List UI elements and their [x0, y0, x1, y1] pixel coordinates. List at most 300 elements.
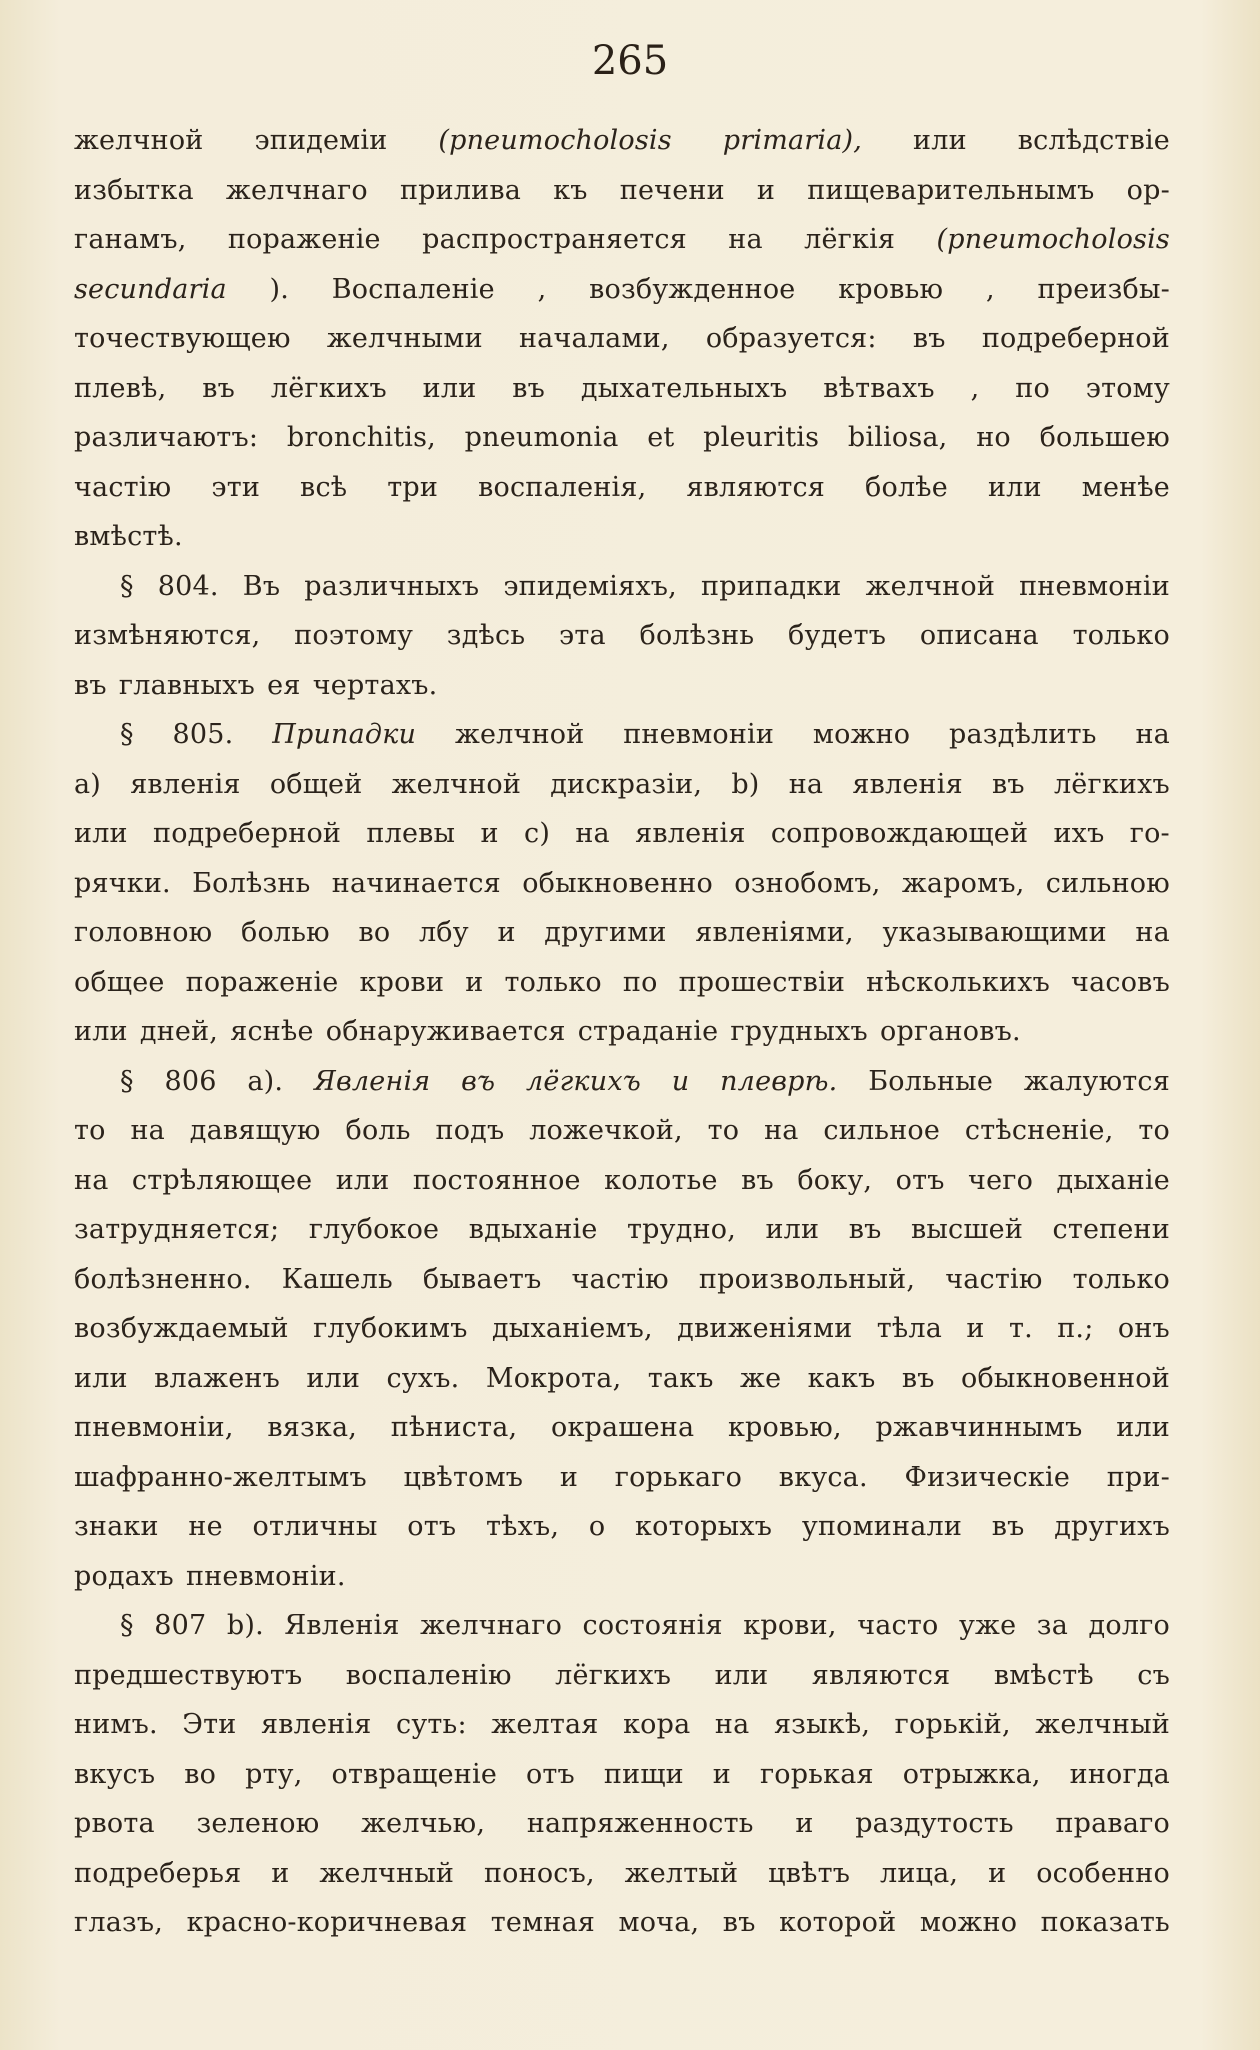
word: го- [1129, 818, 1170, 849]
word: здѣсь [446, 620, 526, 651]
word: прилива [399, 174, 522, 206]
word: болѣе [865, 471, 948, 503]
word: печени [619, 174, 725, 206]
word: и [559, 1461, 579, 1493]
word: ихъ [1053, 818, 1105, 849]
word: отъ [525, 1758, 575, 1790]
word: окрашена [550, 1412, 695, 1443]
word: рвота [74, 1808, 155, 1839]
word: ознобомъ, [734, 867, 881, 899]
word: во [358, 917, 391, 948]
text-line [74, 1403, 1170, 1453]
word: часовъ [1071, 966, 1170, 998]
word: ). [269, 273, 290, 305]
word: въ [848, 1214, 882, 1245]
word: подреберной [981, 323, 1170, 354]
text-line [74, 1453, 1170, 1503]
word: вкусъ [74, 1758, 156, 1790]
word: въ [74, 669, 107, 701]
word: на [764, 1115, 799, 1146]
word: т. [1008, 1313, 1033, 1344]
word: явленія [130, 768, 241, 800]
text-line [74, 166, 1170, 216]
word: кровью, [727, 1412, 842, 1443]
word: и [271, 1857, 290, 1889]
word: то [1138, 1115, 1170, 1146]
word: поносъ, [483, 1857, 595, 1889]
word: и [671, 1065, 690, 1097]
word: родахъ [74, 1560, 174, 1592]
word: на [1135, 917, 1170, 948]
word: частію [945, 1263, 1043, 1295]
word: только [504, 966, 602, 998]
word: желчной [391, 768, 522, 800]
text-line [74, 265, 1170, 315]
word: желтый [624, 1857, 739, 1889]
word: нимъ. [74, 1709, 158, 1740]
word: большею [1039, 422, 1170, 453]
text-line [74, 760, 1170, 810]
word: отвращеніе [331, 1758, 497, 1790]
word: лёгкихъ [526, 1065, 641, 1097]
word: степени [1052, 1214, 1170, 1245]
word: Явленія [284, 1610, 400, 1641]
word: эпидеміяхъ, [503, 570, 677, 602]
word: желчнаго [225, 174, 368, 206]
word: рту, [245, 1758, 303, 1790]
word: кора [623, 1709, 691, 1740]
word: предшествуютъ [74, 1659, 303, 1691]
word: въ [992, 768, 1025, 800]
text-line [74, 859, 1170, 909]
word: онъ [1117, 1313, 1170, 1344]
word: влаженъ [154, 1362, 280, 1394]
word: образуется: [705, 323, 877, 354]
word: на [1135, 719, 1170, 750]
word: яснѣе [230, 1016, 314, 1047]
text-line [74, 562, 1170, 612]
word: Воспаленіе [331, 273, 495, 305]
word: начинается [331, 867, 501, 899]
word: стрѣляющее [131, 1164, 313, 1196]
word: эти [211, 471, 261, 503]
word: b). [226, 1610, 264, 1641]
word: этому [1085, 372, 1170, 404]
word: § [120, 570, 134, 602]
text-line [74, 809, 1170, 859]
word: прошествіи [678, 966, 846, 998]
text-line [74, 1502, 1170, 1552]
word: жаромъ, [901, 867, 1025, 899]
word: уже [958, 1610, 1017, 1641]
word: на [728, 224, 763, 255]
text-line [74, 1700, 1170, 1750]
word: подъ [435, 1115, 505, 1146]
text-line [74, 1106, 1170, 1156]
word: боль [345, 1115, 411, 1146]
word: эпидеміи [254, 125, 388, 156]
word: bronchitis, [286, 422, 436, 453]
word: на [788, 768, 824, 800]
word: пищеварительнымъ [807, 174, 1095, 206]
word: c) [524, 818, 551, 849]
word: ганамъ, [74, 224, 187, 255]
word: на [575, 818, 610, 849]
word: лица, [880, 1857, 959, 1889]
word: или [765, 1214, 820, 1245]
word: колотье [604, 1164, 718, 1196]
word: b) [731, 768, 760, 800]
text-line [74, 364, 1170, 414]
word: или [306, 1362, 361, 1394]
word: менѣе [1081, 471, 1170, 503]
text-line [74, 661, 1170, 711]
word: явленія [852, 768, 963, 800]
word: поэтому [294, 620, 414, 651]
word: на [74, 1164, 109, 1196]
word: явленія [261, 1709, 372, 1740]
text-line [74, 1552, 1170, 1602]
word: дыханіемъ, [491, 1313, 653, 1344]
word: Мокрота, [485, 1362, 622, 1394]
word: или [1116, 1412, 1170, 1443]
word: горькій, [894, 1709, 1011, 1740]
word: воспаленію [345, 1659, 512, 1691]
word: кровью [838, 273, 944, 305]
word: главныхъ [118, 669, 256, 701]
text-line [74, 908, 1170, 958]
word: лёгкихъ [270, 372, 387, 404]
word: движеніями [677, 1313, 853, 1344]
word: рячки. [74, 867, 171, 899]
word: болью [240, 917, 330, 948]
word: шафранно-желтымъ [74, 1461, 367, 1493]
word: , [985, 273, 995, 305]
word: о [588, 1511, 606, 1542]
word: не [188, 1511, 223, 1542]
word: крови, [743, 1610, 837, 1641]
word: п.; [1057, 1313, 1094, 1344]
word: на [130, 1115, 165, 1146]
word: но [976, 422, 1011, 453]
word: распространяется [422, 224, 687, 255]
word: пневмоніи [623, 719, 775, 750]
word: избытка [74, 174, 194, 206]
text-line [74, 215, 1170, 265]
word: ор- [1126, 174, 1170, 206]
word: a). [247, 1065, 284, 1097]
word: дискразіи, [550, 768, 703, 800]
text-line [74, 1799, 1170, 1849]
text-line [74, 1156, 1170, 1206]
text-line [74, 413, 1170, 463]
word: то [707, 1115, 740, 1146]
word: такъ [647, 1362, 714, 1394]
word: и [465, 966, 484, 998]
word: особенно [1036, 1857, 1170, 1889]
word: желчной [74, 125, 204, 156]
word: желчный [319, 1857, 455, 1889]
word: въ [202, 372, 236, 404]
word: § [120, 1065, 134, 1097]
word: только [1072, 1263, 1170, 1295]
word: или [74, 1016, 128, 1047]
word: или [74, 818, 128, 849]
word: biliosa, [847, 422, 948, 453]
text-line [74, 1750, 1170, 1800]
word: въ [512, 372, 546, 404]
text-line [74, 1651, 1170, 1701]
word: желчнаго [420, 1610, 563, 1641]
word: явленіями, [695, 917, 854, 948]
word: тѣла [876, 1313, 943, 1344]
text-line [74, 1849, 1170, 1899]
word: органовъ. [880, 1016, 1021, 1047]
word: припадки [701, 570, 842, 602]
word: et [647, 422, 675, 453]
word: пневмоніи [1019, 570, 1170, 602]
word: общей [269, 768, 363, 800]
word: головною [74, 917, 213, 948]
text-line [74, 1354, 1170, 1404]
word: желчный [1035, 1709, 1170, 1740]
word: primaria), [722, 125, 863, 156]
word: и [756, 174, 776, 206]
word: обнаруживается [325, 1016, 566, 1047]
word: явленія [635, 818, 746, 849]
word: или [422, 372, 477, 404]
word: сухъ. [386, 1362, 460, 1394]
word: обыкновенно [522, 867, 713, 899]
word: и [480, 818, 499, 849]
word: лбу [418, 917, 469, 948]
word: pneumonia [464, 422, 619, 453]
word: горькая [759, 1758, 874, 1790]
word: 805. [172, 719, 234, 750]
text-line [74, 1304, 1170, 1354]
word: дыханіе [1056, 1164, 1170, 1196]
word: глазъ, [74, 1907, 164, 1938]
word: пищи [603, 1758, 684, 1790]
word: § [120, 719, 134, 750]
word: въ [741, 1164, 774, 1196]
body-text [74, 116, 1170, 1948]
word: точествующею [74, 323, 291, 354]
word: тѣхъ, [485, 1511, 560, 1542]
word: во [184, 1758, 217, 1790]
text-line [74, 1057, 1170, 1107]
word: Физическіе [904, 1461, 1071, 1493]
word: 807 [154, 1610, 207, 1641]
word: въ [901, 1362, 935, 1394]
word: пневмоніи. [186, 1560, 346, 1592]
word: давящую [189, 1115, 321, 1146]
word: и [497, 917, 516, 948]
word: грудныхъ [730, 1016, 868, 1047]
word: Припадки [272, 719, 417, 750]
word: эта [559, 620, 606, 651]
word: вязка, [267, 1412, 358, 1443]
word: по [622, 966, 658, 998]
word: пѣниста, [390, 1412, 518, 1443]
word: или [714, 1659, 769, 1691]
word: secundaria [74, 273, 227, 305]
word: возбуждаемый [74, 1313, 289, 1344]
word: пневмоніи, [74, 1412, 234, 1443]
word: воспаленія, [478, 471, 647, 503]
word: , [537, 273, 547, 305]
word: можно [919, 1907, 1018, 1938]
word: и [795, 1808, 814, 1839]
word: Эти [182, 1709, 237, 1740]
word: трудно, [627, 1214, 736, 1245]
word: долго [1088, 1610, 1170, 1641]
word: отъ [407, 1511, 457, 1542]
word: въ [722, 1907, 756, 1938]
word: же [740, 1362, 782, 1394]
word: глубокое [308, 1214, 440, 1245]
word: § [120, 1610, 134, 1641]
word: и [966, 1313, 985, 1344]
word: лёгкихъ [1053, 768, 1170, 800]
word: общее [74, 966, 165, 998]
word: указывающими [882, 917, 1107, 948]
text-line [74, 1007, 1170, 1057]
word: вмѣстѣ [993, 1659, 1094, 1691]
word: за [1036, 1610, 1069, 1641]
word: подреберной [153, 818, 342, 849]
word: напряженность [526, 1808, 754, 1839]
text-line [74, 1601, 1170, 1651]
word: pleuritis [703, 422, 820, 453]
word: зеленою [196, 1808, 320, 1839]
word: вдыханіе [468, 1214, 598, 1245]
word: съ [1137, 1659, 1170, 1691]
text-line [74, 958, 1170, 1008]
word: являются [811, 1659, 951, 1691]
word: Болѣзнь [192, 867, 311, 899]
word: при- [1106, 1461, 1170, 1493]
word: глубокимъ [313, 1313, 468, 1344]
word: отличны [252, 1511, 378, 1542]
word: различныхъ [304, 570, 480, 602]
text-line [74, 314, 1170, 364]
word: преизбы- [1037, 273, 1170, 305]
word: сопровождающей [770, 818, 1029, 849]
word: крови [359, 966, 445, 998]
word: возбужденное [589, 273, 796, 305]
word: пораженіе [185, 966, 339, 998]
word: къ [553, 174, 588, 206]
word: цвѣтомъ [403, 1461, 524, 1493]
word: или [987, 471, 1042, 503]
word: желчной [454, 719, 585, 750]
word: или [335, 1164, 390, 1196]
word: ея [267, 669, 301, 701]
word: нѣсколькихъ [866, 966, 1050, 998]
word: затрудняется; [74, 1214, 280, 1245]
word: упоминали [801, 1511, 963, 1542]
word: дней, [139, 1016, 219, 1047]
word: всѣ [300, 471, 348, 503]
word: вслѣдствіе [1017, 125, 1170, 156]
word: въ [461, 1065, 496, 1097]
text-line [74, 1255, 1170, 1305]
word: произвольный, [698, 1263, 916, 1295]
text-line [74, 1898, 1170, 1948]
word: 804. [157, 570, 219, 602]
word: , [970, 372, 980, 404]
word: обыкновенной [960, 1362, 1170, 1394]
word: знаки [74, 1511, 159, 1542]
word: 806 [164, 1065, 217, 1097]
word: желчными [326, 323, 483, 354]
word: различаютъ: [74, 422, 259, 453]
word: плеврѣ. [720, 1065, 838, 1097]
word: и [988, 1857, 1007, 1889]
word: какъ [807, 1362, 876, 1394]
word: сильное [823, 1115, 941, 1146]
word: показать [1040, 1907, 1170, 1938]
word: боку, [797, 1164, 873, 1196]
word: Больные [868, 1065, 994, 1097]
word: лёгкія [804, 224, 896, 255]
word: въ [991, 1511, 1025, 1542]
word: ржавчиннымъ [875, 1412, 1083, 1443]
word: постоянное [412, 1164, 581, 1196]
word: и [712, 1758, 731, 1790]
word: страданіе [577, 1016, 719, 1047]
word: только [1072, 620, 1170, 651]
word: (pneumocholosis [438, 125, 672, 156]
text-line [74, 611, 1170, 661]
text-line [74, 710, 1170, 760]
word: въ [912, 323, 946, 354]
word: ложечкой, [529, 1115, 683, 1146]
word: желчной [865, 570, 996, 602]
word: Кашель [281, 1263, 393, 1295]
word: плевы [366, 818, 456, 849]
word: иногда [1069, 1758, 1170, 1790]
word: которыхъ [635, 1511, 773, 1542]
text-line [74, 512, 1170, 562]
word: жалуются [1023, 1065, 1170, 1097]
word: плевѣ, [74, 372, 167, 404]
word: раздутость [855, 1808, 1014, 1839]
word: описана [919, 620, 1039, 651]
word: измѣняются, [74, 620, 261, 651]
word: отрыжка, [902, 1758, 1041, 1790]
word: раздѣлить [949, 719, 1097, 750]
word: суть: [396, 1709, 467, 1740]
word: на [714, 1709, 750, 1740]
word: горькаго [614, 1461, 743, 1493]
word: a) [74, 768, 102, 800]
word: или [74, 1362, 128, 1394]
word: или [913, 125, 967, 156]
word: отъ [895, 1164, 945, 1196]
word: другихъ [1054, 1511, 1170, 1542]
word: болѣзнь [639, 620, 755, 651]
word: темная [490, 1907, 596, 1938]
word: дыхательныхъ [580, 372, 788, 404]
word: чего [968, 1164, 1034, 1196]
word: по [1015, 372, 1050, 404]
word: то [74, 1115, 106, 1146]
word: вкуса. [778, 1461, 868, 1493]
word: моча, [618, 1907, 700, 1938]
word: вѣтвахъ [823, 372, 935, 404]
